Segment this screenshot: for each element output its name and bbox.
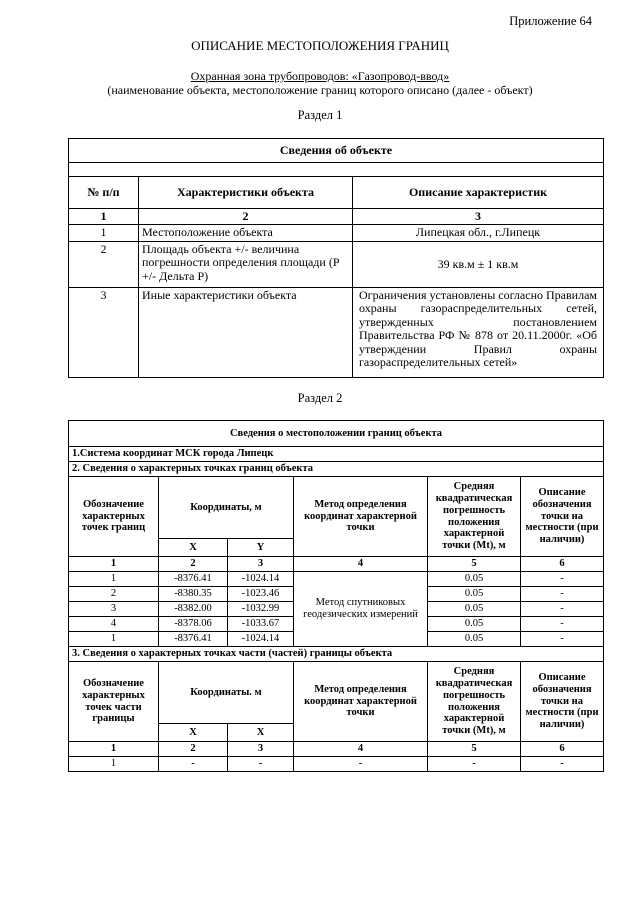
part-error-value: - xyxy=(428,757,521,772)
coord-y: -1033.67 xyxy=(228,617,294,632)
part-point-number: 1 xyxy=(69,757,159,772)
col-x-header: X xyxy=(159,539,228,557)
col-index: 3 xyxy=(228,742,294,757)
col-number-header: № п/п xyxy=(69,177,139,209)
col-index: 1 xyxy=(69,557,159,572)
point-number: 4 xyxy=(69,617,159,632)
col-index: 3 xyxy=(353,209,604,225)
method-cell: Метод спутниковых геодезических измерений xyxy=(294,572,428,647)
boundary-table-title: Сведения о местоположении границ объекта xyxy=(69,421,604,447)
row-number: 2 xyxy=(69,241,139,287)
col-coords-header: Координаты, м xyxy=(159,477,294,539)
part-section-title: 3. Сведения о характерных точках части (частей) границы объекта xyxy=(69,647,604,662)
part-col-description-header: Описание обозначения точки на местности (при наличии) xyxy=(521,662,604,742)
coord-x: -8382.00 xyxy=(159,602,228,617)
col-error-header: Средняя квадратическая погрешность положения характерной точки (Mt), м xyxy=(428,477,521,557)
object-name: Охранная зона трубопроводов: «Газопровод-ввод» xyxy=(190,69,450,83)
col-characteristics-header: Характеристики объекта xyxy=(139,177,353,209)
object-name-caption: (наименование объекта, местоположение границ которого описано (далее - объект) xyxy=(107,83,533,97)
coordinate-system: 1.Система координат МСК города Липецк xyxy=(69,447,604,462)
row-number: 3 xyxy=(69,287,139,377)
description-cell: Липецкая обл., г.Липецк xyxy=(353,225,604,241)
col-index: 1 xyxy=(69,209,139,225)
description-cell: Ограничения установлены согласно Правилам охраны газораспределительных сетей, утвержденных постановлением Правительства РФ № 878 от 20.11.2000г. «Об утверждении Правил охраны газораспределительных сетей» xyxy=(353,287,604,377)
table-row xyxy=(69,757,604,772)
coord-x: -8380.35 xyxy=(159,587,228,602)
description-cell: 39 кв.м ± 1 кв.м xyxy=(353,241,604,287)
table-row xyxy=(69,572,604,587)
table-row xyxy=(69,287,604,377)
col-index: 6 xyxy=(521,557,604,572)
col-index: 2 xyxy=(159,742,228,757)
point-description: - xyxy=(521,602,604,617)
object-info-table-title: Сведения об объекте xyxy=(69,139,604,163)
table-row xyxy=(69,225,604,241)
col-method-header: Метод определения координат характерной точки xyxy=(294,477,428,557)
characteristic-cell: Площадь объекта +/- величина погрешности определения площади (P +/- Дельта P) xyxy=(139,241,353,287)
part-coord-x: - xyxy=(159,757,228,772)
coord-y: -1023.46 xyxy=(228,587,294,602)
table-row xyxy=(69,241,604,287)
part-point-description: - xyxy=(521,757,604,772)
point-number: 2 xyxy=(69,587,159,602)
part-col-x2-header: X xyxy=(228,724,294,742)
boundary-location-table xyxy=(68,420,604,772)
part-col-coords-header: Координаты. м xyxy=(159,662,294,724)
point-number: 3 xyxy=(69,602,159,617)
error-value: 0.05 xyxy=(428,572,521,587)
coord-y: -1024.14 xyxy=(228,572,294,587)
point-description: - xyxy=(521,587,604,602)
error-value: 0.05 xyxy=(428,602,521,617)
col-index: 3 xyxy=(228,557,294,572)
point-description: - xyxy=(521,632,604,647)
part-col-error-header: Средняя квадратическая погрешность положения характерной точки (Mt), м xyxy=(428,662,521,742)
col-index: 1 xyxy=(69,742,159,757)
row-number: 1 xyxy=(69,225,139,241)
col-index: 4 xyxy=(294,557,428,572)
point-number: 1 xyxy=(69,632,159,647)
coord-x: -8376.41 xyxy=(159,572,228,587)
point-description: - xyxy=(521,617,604,632)
coord-y: -1024.14 xyxy=(228,632,294,647)
col-index: 5 xyxy=(428,557,521,572)
col-description-header: Описание характеристик xyxy=(353,177,604,209)
col-index: 4 xyxy=(294,742,428,757)
col-index: 2 xyxy=(159,557,228,572)
error-value: 0.05 xyxy=(428,632,521,647)
appendix-label: Приложение 64 xyxy=(509,14,592,28)
col-y-header: Y xyxy=(228,539,294,557)
part-col-x-header: X xyxy=(159,724,228,742)
blank-row xyxy=(69,163,604,177)
object-info-table xyxy=(68,138,604,378)
characteristic-cell: Местоположение объекта xyxy=(139,225,353,241)
characteristic-cell: Иные характеристики объекта xyxy=(139,287,353,377)
part-col-method-header: Метод определения координат характерной точки xyxy=(294,662,428,742)
part-col-point-header: Обозначение характерных точек части границы xyxy=(69,662,159,742)
coord-x: -8376.41 xyxy=(159,632,228,647)
col-index: 2 xyxy=(139,209,353,225)
coord-y: -1032.99 xyxy=(228,602,294,617)
part-method: - xyxy=(294,757,428,772)
col-index: 6 xyxy=(521,742,604,757)
page-title: ОПИСАНИЕ МЕСТОПОЛОЖЕНИЯ ГРАНИЦ xyxy=(191,38,449,53)
col-index: 5 xyxy=(428,742,521,757)
col-point-header: Обозначение характерных точек границ xyxy=(69,477,159,557)
point-number: 1 xyxy=(69,572,159,587)
error-value: 0.05 xyxy=(428,587,521,602)
points-section-title: 2. Сведения о характерных точках границ объекта xyxy=(69,462,604,477)
col-point-description-header: Описание обозначения точки на местности (при наличии) xyxy=(521,477,604,557)
point-description: - xyxy=(521,572,604,587)
section-1-label: Раздел 1 xyxy=(297,108,343,122)
coord-x: -8378.06 xyxy=(159,617,228,632)
section-2-label: Раздел 2 xyxy=(297,391,343,405)
error-value: 0.05 xyxy=(428,617,521,632)
part-coord-x2: - xyxy=(228,757,294,772)
